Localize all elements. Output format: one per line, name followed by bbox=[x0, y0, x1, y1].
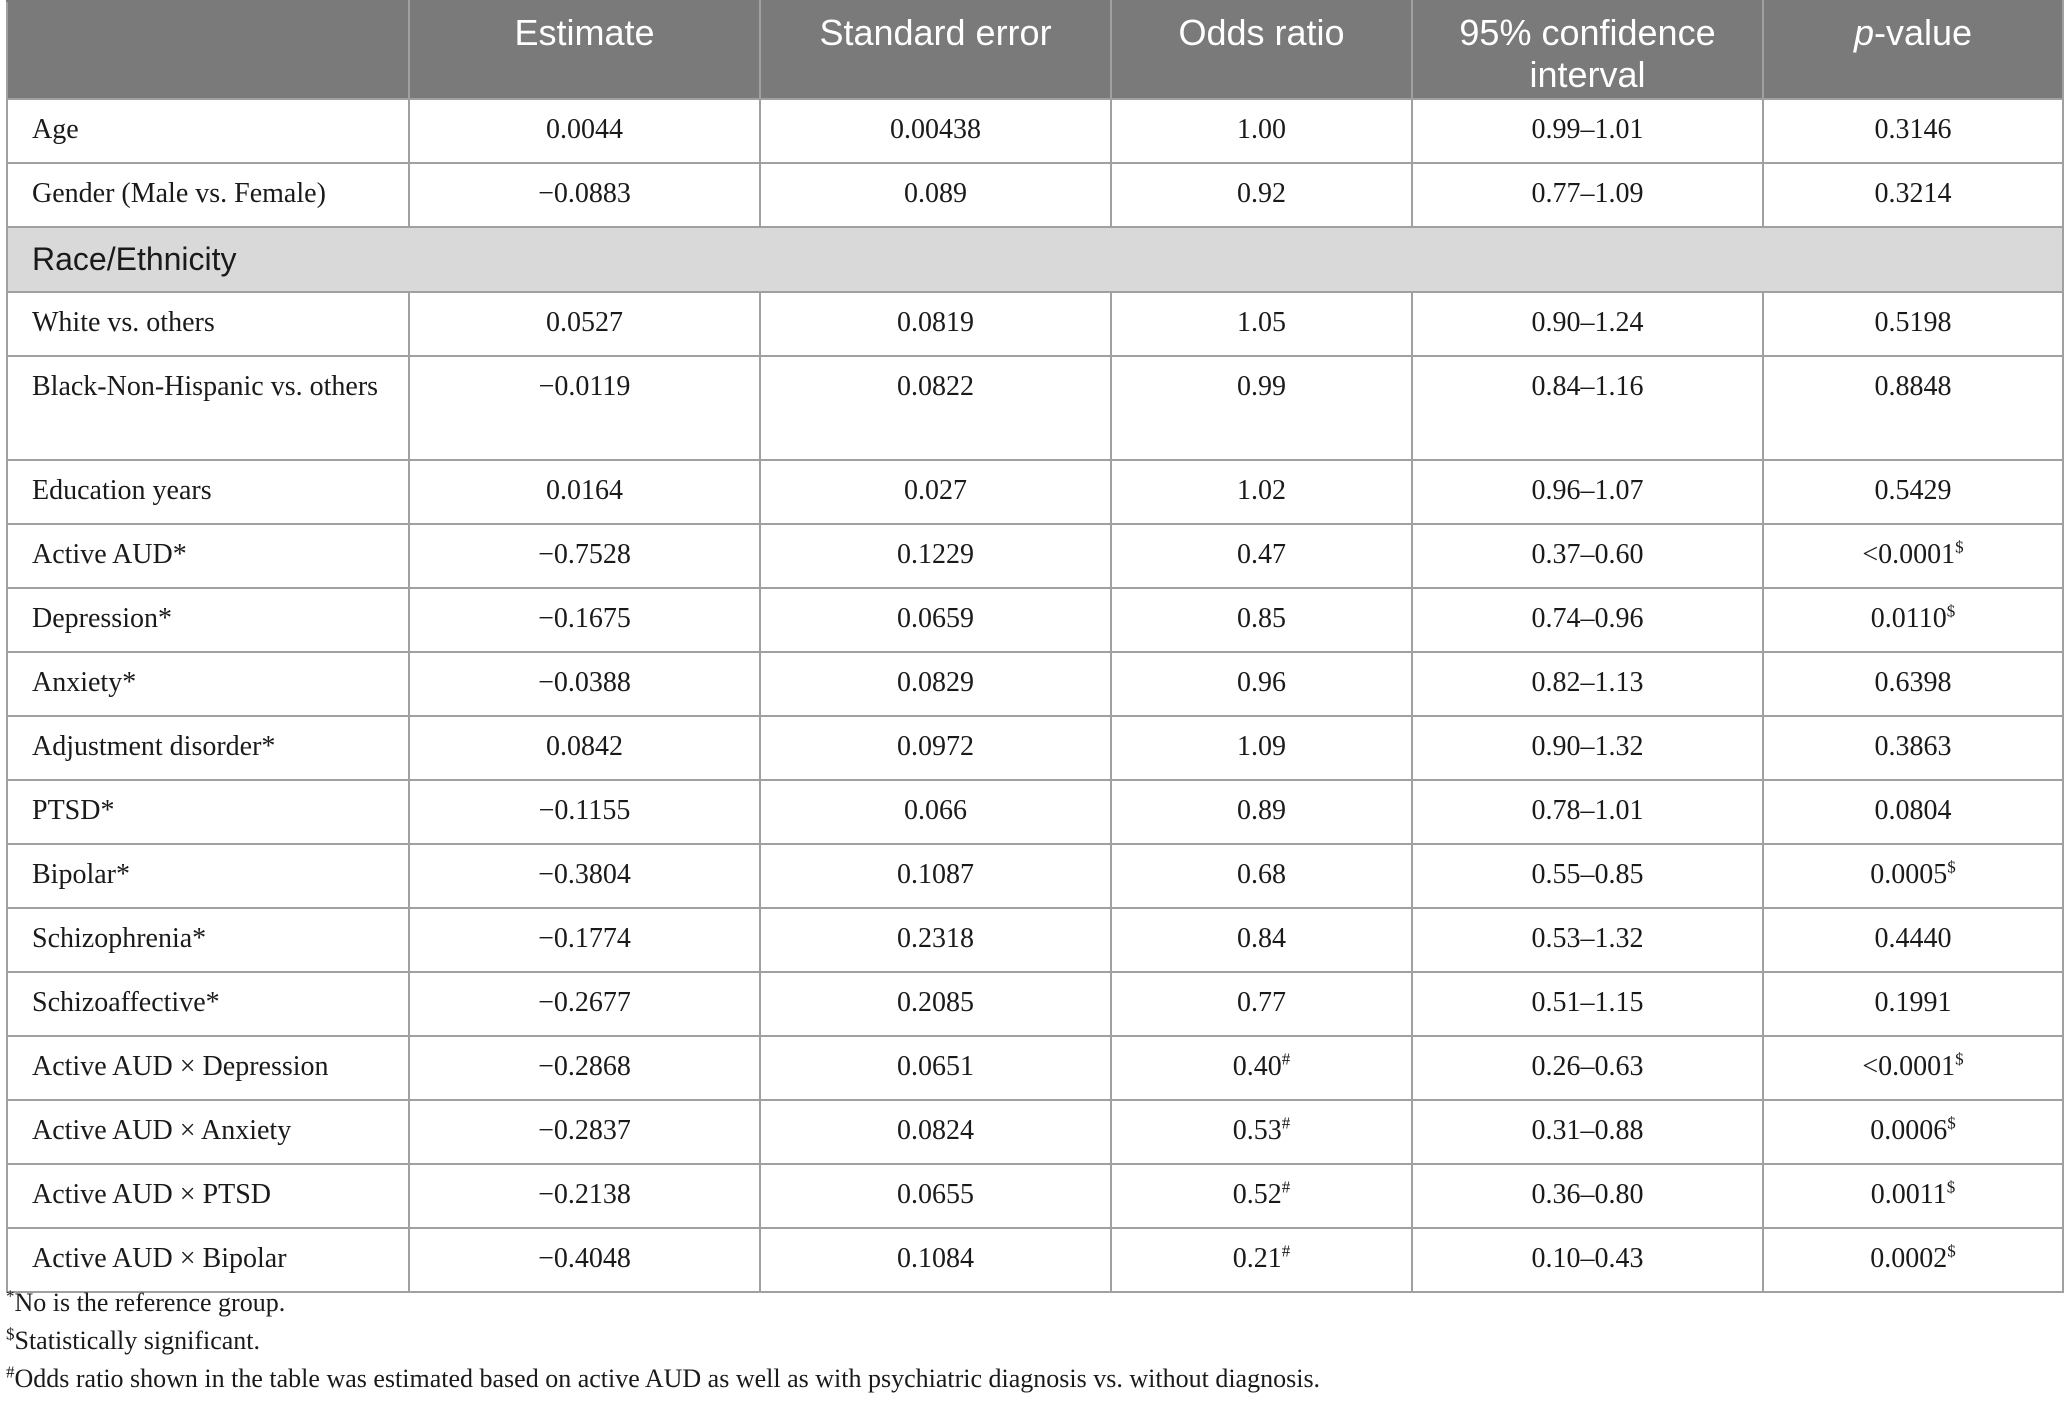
confidence-interval-cell bbox=[1412, 292, 1763, 356]
odds-ratio-cell-value: 0.85 bbox=[1237, 603, 1286, 634]
row-label bbox=[7, 780, 409, 844]
row-label bbox=[7, 292, 409, 356]
standard-error-cell-value: 0.0651 bbox=[897, 1051, 974, 1082]
p-value-cell bbox=[1763, 1228, 2063, 1292]
p-value-cell-value: 0.5429 bbox=[1874, 475, 1952, 506]
standard-error-cell-value: 0.0824 bbox=[897, 1115, 974, 1146]
table-row bbox=[7, 908, 2063, 972]
p-value-cell bbox=[1763, 356, 2063, 460]
odds-ratio-cell bbox=[1111, 163, 1412, 227]
standard-error-cell bbox=[760, 972, 1111, 1036]
row-label-value: Active AUD × PTSD bbox=[32, 1179, 272, 1210]
odds-ratio-cell bbox=[1111, 356, 1412, 460]
confidence-interval-cell-value: 0.55–0.85 bbox=[1531, 859, 1644, 890]
estimate-cell-value: −0.2138 bbox=[538, 1179, 631, 1210]
odds-ratio-cell-value: 1.09 bbox=[1237, 731, 1286, 762]
odds-ratio-cell bbox=[1111, 844, 1412, 908]
p-value-footnote-mark: $ bbox=[1947, 1113, 1956, 1133]
row-label bbox=[7, 163, 409, 227]
confidence-interval-cell-value: 0.77–1.09 bbox=[1531, 178, 1644, 209]
confidence-interval-cell bbox=[1412, 1100, 1763, 1164]
estimate-cell-value: 0.0527 bbox=[546, 307, 623, 338]
p-value-cell-value: 0.0006 bbox=[1870, 1115, 1948, 1146]
standard-error-cell bbox=[760, 780, 1111, 844]
row-label-value: Active AUD × Anxiety bbox=[32, 1115, 292, 1146]
estimate-cell-value: −0.2868 bbox=[538, 1051, 631, 1082]
odds-ratio-cell-value: 0.53 bbox=[1232, 1115, 1282, 1146]
odds-ratio-cell-value: 0.52 bbox=[1232, 1179, 1282, 1210]
estimate-cell-value: −0.1155 bbox=[538, 795, 631, 826]
estimate-cell bbox=[409, 844, 760, 908]
standard-error-cell-value: 0.0819 bbox=[897, 307, 974, 338]
odds-ratio-cell bbox=[1111, 780, 1412, 844]
row-label bbox=[7, 972, 409, 1036]
p-value-cell bbox=[1763, 460, 2063, 524]
table-row bbox=[7, 1100, 2063, 1164]
row-label-value: Active AUD × Bipolar bbox=[32, 1243, 287, 1274]
estimate-cell bbox=[409, 1036, 760, 1100]
standard-error-cell-value: 0.0655 bbox=[897, 1179, 974, 1210]
odds-ratio-cell-value: 0.77 bbox=[1237, 987, 1286, 1018]
row-label-value: Adjustment disorder* bbox=[32, 731, 276, 762]
confidence-interval-cell bbox=[1412, 1036, 1763, 1100]
standard-error-cell-value: 0.2318 bbox=[897, 923, 974, 954]
table-row bbox=[7, 460, 2063, 524]
row-label bbox=[7, 652, 409, 716]
p-value-footnote-mark: $ bbox=[1947, 857, 1956, 877]
standard-error-cell bbox=[760, 1100, 1111, 1164]
table-row bbox=[7, 163, 2063, 227]
confidence-interval-cell-value: 0.53–1.32 bbox=[1531, 923, 1644, 954]
estimate-cell bbox=[409, 99, 760, 163]
p-value-footnote-mark: $ bbox=[1946, 601, 1956, 621]
regression-table-container bbox=[6, 0, 2062, 1293]
row-label-value: Gender (Male vs. Female) bbox=[32, 178, 326, 209]
footnote-significant bbox=[6, 1322, 2056, 1360]
row-label-value: Active AUD* bbox=[32, 539, 187, 570]
odds-ratio-cell-value: 1.02 bbox=[1237, 475, 1286, 506]
confidence-interval-cell bbox=[1412, 780, 1763, 844]
confidence-interval-cell-value: 0.90–1.24 bbox=[1531, 307, 1644, 338]
p-value-cell bbox=[1763, 1036, 2063, 1100]
estimate-cell-value: −0.4048 bbox=[538, 1243, 631, 1274]
p-value-cell-value: 0.0002 bbox=[1870, 1243, 1948, 1274]
odds-ratio-cell-value: 0.96 bbox=[1237, 667, 1286, 698]
table-row bbox=[7, 292, 2063, 356]
estimate-cell-value: 0.0044 bbox=[546, 114, 623, 145]
standard-error-cell bbox=[760, 356, 1111, 460]
odds-ratio-cell bbox=[1111, 99, 1412, 163]
p-value-cell-value: 0.1991 bbox=[1874, 987, 1952, 1018]
table-row bbox=[7, 99, 2063, 163]
p-value-cell-value: 0.8848 bbox=[1874, 371, 1952, 402]
row-label bbox=[7, 1228, 409, 1292]
confidence-interval-cell bbox=[1412, 908, 1763, 972]
p-value-cell bbox=[1763, 972, 2063, 1036]
estimate-cell-value: −0.2677 bbox=[538, 987, 631, 1018]
estimate-cell bbox=[409, 652, 760, 716]
odds-ratio-cell-value: 0.92 bbox=[1237, 178, 1286, 209]
row-label-value: Schizoaffective* bbox=[32, 987, 220, 1018]
standard-error-cell bbox=[760, 460, 1111, 524]
footnote-text: Odds ratio shown in the table was estimated based on active AUD as well as with psychiatric diagnosis vs. without diagnosis. bbox=[14, 1364, 1321, 1393]
standard-error-cell-value: 0.1084 bbox=[897, 1243, 974, 1274]
p-value-footnote-mark: $ bbox=[1955, 1049, 1964, 1069]
odds-ratio-cell-value: 0.40 bbox=[1232, 1051, 1282, 1082]
row-label-value: Anxiety* bbox=[32, 667, 137, 698]
standard-error-cell-value: 0.2085 bbox=[897, 987, 974, 1018]
odds-ratio-cell bbox=[1111, 652, 1412, 716]
confidence-interval-cell-value: 0.90–1.32 bbox=[1531, 731, 1644, 762]
row-label bbox=[7, 588, 409, 652]
header-estimate: Estimate bbox=[409, 1, 760, 99]
row-label bbox=[7, 1036, 409, 1100]
row-label bbox=[7, 460, 409, 524]
p-value-cell bbox=[1763, 524, 2063, 588]
standard-error-cell-value: 0.0829 bbox=[897, 667, 974, 698]
estimate-cell-value: −0.2837 bbox=[538, 1115, 631, 1146]
p-value-cell bbox=[1763, 1164, 2063, 1228]
standard-error-cell bbox=[760, 716, 1111, 780]
confidence-interval-cell bbox=[1412, 844, 1763, 908]
standard-error-cell bbox=[760, 588, 1111, 652]
estimate-cell-value: −0.7528 bbox=[538, 539, 631, 570]
odds-ratio-cell-value: 0.84 bbox=[1237, 923, 1286, 954]
odds-ratio-cell bbox=[1111, 588, 1412, 652]
table-footnotes bbox=[6, 1284, 2056, 1398]
standard-error-cell-value: 0.00438 bbox=[890, 114, 981, 145]
p-value-footnote-mark: $ bbox=[1947, 1241, 1956, 1261]
table-row bbox=[7, 1036, 2063, 1100]
header-standard-error: Standard error bbox=[760, 1, 1111, 99]
odds-ratio-cell-value: 1.05 bbox=[1237, 307, 1286, 338]
table-body bbox=[7, 99, 2063, 1292]
odds-ratio-footnote-mark: # bbox=[1281, 1049, 1291, 1069]
header-confidence-interval: 95% confidence interval bbox=[1412, 1, 1763, 99]
section-row bbox=[7, 227, 2063, 292]
p-value-cell bbox=[1763, 844, 2063, 908]
footnote-text: No is the reference group. bbox=[14, 1288, 286, 1317]
confidence-interval-cell-value: 0.26–0.63 bbox=[1531, 1051, 1644, 1082]
row-label bbox=[7, 908, 409, 972]
row-label-value: PTSD* bbox=[32, 795, 115, 826]
footnote-mark-hash: # bbox=[6, 1362, 15, 1382]
estimate-cell-value: 0.0164 bbox=[546, 475, 623, 506]
confidence-interval-cell bbox=[1412, 652, 1763, 716]
standard-error-cell bbox=[760, 163, 1111, 227]
footnote-odds-ratio bbox=[6, 1360, 2056, 1398]
table-row bbox=[7, 844, 2063, 908]
standard-error-cell-value: 0.1229 bbox=[897, 539, 974, 570]
confidence-interval-cell bbox=[1412, 1164, 1763, 1228]
confidence-interval-cell bbox=[1412, 524, 1763, 588]
table-row bbox=[7, 588, 2063, 652]
estimate-cell-value: −0.1675 bbox=[538, 603, 631, 634]
footnote-text: Statistically significant. bbox=[14, 1326, 261, 1355]
odds-ratio-cell-value: 1.00 bbox=[1237, 114, 1286, 145]
confidence-interval-cell bbox=[1412, 1228, 1763, 1292]
odds-ratio-cell bbox=[1111, 972, 1412, 1036]
p-value-cell bbox=[1763, 780, 2063, 844]
odds-ratio-cell bbox=[1111, 460, 1412, 524]
p-value-cell bbox=[1763, 163, 2063, 227]
row-label-value: Depression* bbox=[32, 603, 172, 634]
estimate-cell-value: 0.0842 bbox=[546, 731, 623, 762]
standard-error-cell-value: 0.066 bbox=[904, 795, 967, 826]
confidence-interval-cell bbox=[1412, 588, 1763, 652]
header-p-rest: -value bbox=[1873, 12, 1973, 53]
confidence-interval-cell-value: 0.99–1.01 bbox=[1531, 114, 1644, 145]
odds-ratio-footnote-mark: # bbox=[1281, 1177, 1291, 1197]
standard-error-cell bbox=[760, 908, 1111, 972]
standard-error-cell-value: 0.089 bbox=[904, 178, 967, 209]
row-label bbox=[7, 716, 409, 780]
p-value-cell bbox=[1763, 99, 2063, 163]
estimate-cell bbox=[409, 1228, 760, 1292]
estimate-cell bbox=[409, 524, 760, 588]
odds-ratio-cell bbox=[1111, 716, 1412, 780]
odds-ratio-cell bbox=[1111, 524, 1412, 588]
estimate-cell bbox=[409, 1100, 760, 1164]
p-value-cell-value: 0.3214 bbox=[1874, 178, 1952, 209]
table-row bbox=[7, 652, 2063, 716]
estimate-cell bbox=[409, 908, 760, 972]
standard-error-cell-value: 0.0972 bbox=[897, 731, 974, 762]
confidence-interval-cell-value: 0.31–0.88 bbox=[1531, 1115, 1644, 1146]
confidence-interval-cell bbox=[1412, 356, 1763, 460]
confidence-interval-cell-value: 0.74–0.96 bbox=[1531, 603, 1644, 634]
p-value-footnote-mark: $ bbox=[1946, 1177, 1956, 1197]
row-label bbox=[7, 99, 409, 163]
section-label: Race/Ethnicity bbox=[7, 227, 2063, 292]
p-value-cell-value: <0.0001 bbox=[1862, 539, 1956, 570]
estimate-cell bbox=[409, 972, 760, 1036]
p-value-cell-value: 0.0011 bbox=[1870, 1179, 1947, 1210]
confidence-interval-cell-value: 0.78–1.01 bbox=[1531, 795, 1644, 826]
p-value-footnote-mark: $ bbox=[1955, 537, 1964, 557]
estimate-cell bbox=[409, 292, 760, 356]
p-value-cell bbox=[1763, 588, 2063, 652]
p-value-cell bbox=[1763, 292, 2063, 356]
header-row-label bbox=[7, 1, 409, 99]
header-odds-ratio: Odds ratio bbox=[1111, 1, 1412, 99]
estimate-cell-value: −0.0119 bbox=[538, 371, 631, 402]
standard-error-cell-value: 0.1087 bbox=[897, 859, 974, 890]
row-label-value: Schizophrenia* bbox=[32, 923, 207, 954]
confidence-interval-cell-value: 0.51–1.15 bbox=[1531, 987, 1644, 1018]
estimate-cell-value: −0.0883 bbox=[538, 178, 631, 209]
row-label bbox=[7, 524, 409, 588]
footnote-mark-asterisk: * bbox=[6, 1286, 15, 1306]
odds-ratio-cell-value: 0.99 bbox=[1237, 371, 1286, 402]
estimate-cell bbox=[409, 780, 760, 844]
row-label bbox=[7, 1100, 409, 1164]
standard-error-cell-value: 0.0822 bbox=[897, 371, 974, 402]
confidence-interval-cell bbox=[1412, 163, 1763, 227]
standard-error-cell bbox=[760, 524, 1111, 588]
confidence-interval-cell-value: 0.96–1.07 bbox=[1531, 475, 1644, 506]
confidence-interval-cell-value: 0.84–1.16 bbox=[1531, 371, 1644, 402]
row-label bbox=[7, 1164, 409, 1228]
row-label-value: Education years bbox=[32, 475, 212, 506]
table-row bbox=[7, 524, 2063, 588]
confidence-interval-cell-value: 0.36–0.80 bbox=[1531, 1179, 1644, 1210]
standard-error-cell bbox=[760, 844, 1111, 908]
row-label-value: Active AUD × Depression bbox=[32, 1051, 329, 1082]
confidence-interval-cell bbox=[1412, 99, 1763, 163]
header-p-value bbox=[1763, 1, 2063, 99]
footnote-reference-group bbox=[6, 1284, 2056, 1322]
odds-ratio-cell bbox=[1111, 1164, 1412, 1228]
odds-ratio-cell-value: 0.47 bbox=[1237, 539, 1286, 570]
odds-ratio-cell bbox=[1111, 908, 1412, 972]
header-row bbox=[7, 1, 2063, 99]
header-p-italic: p bbox=[1853, 12, 1874, 53]
odds-ratio-footnote-mark: # bbox=[1281, 1241, 1291, 1261]
odds-ratio-cell-value: 0.68 bbox=[1237, 859, 1286, 890]
confidence-interval-cell bbox=[1412, 972, 1763, 1036]
p-value-cell bbox=[1763, 652, 2063, 716]
table-row bbox=[7, 1228, 2063, 1292]
confidence-interval-cell-value: 0.10–0.43 bbox=[1531, 1243, 1644, 1274]
odds-ratio-cell bbox=[1111, 1228, 1412, 1292]
standard-error-cell bbox=[760, 1164, 1111, 1228]
p-value-cell-value: 0.3863 bbox=[1874, 731, 1952, 762]
p-value-cell bbox=[1763, 908, 2063, 972]
table-row bbox=[7, 716, 2063, 780]
odds-ratio-cell bbox=[1111, 292, 1412, 356]
odds-ratio-cell-value: 0.89 bbox=[1237, 795, 1286, 826]
p-value-cell bbox=[1763, 716, 2063, 780]
standard-error-cell bbox=[760, 292, 1111, 356]
footnote-mark-dollar: $ bbox=[6, 1324, 15, 1344]
confidence-interval-cell-value: 0.37–0.60 bbox=[1531, 539, 1644, 570]
confidence-interval-cell-value: 0.82–1.13 bbox=[1531, 667, 1644, 698]
standard-error-cell-value: 0.0659 bbox=[897, 603, 974, 634]
estimate-cell-value: −0.1774 bbox=[538, 923, 631, 954]
estimate-cell-value: −0.3804 bbox=[538, 859, 631, 890]
odds-ratio-cell bbox=[1111, 1100, 1412, 1164]
row-label-value: Age bbox=[32, 114, 79, 145]
estimate-cell bbox=[409, 1164, 760, 1228]
standard-error-cell bbox=[760, 1228, 1111, 1292]
p-value-cell-value: 0.3146 bbox=[1874, 114, 1952, 145]
confidence-interval-cell bbox=[1412, 460, 1763, 524]
odds-ratio-cell-value: 0.21 bbox=[1232, 1243, 1282, 1274]
p-value-cell-value: 0.0110 bbox=[1870, 603, 1947, 634]
table-row bbox=[7, 1164, 2063, 1228]
estimate-cell-value: −0.0388 bbox=[538, 667, 631, 698]
table-row bbox=[7, 972, 2063, 1036]
table-row bbox=[7, 356, 2063, 460]
odds-ratio-footnote-mark: # bbox=[1281, 1113, 1291, 1133]
estimate-cell bbox=[409, 460, 760, 524]
row-label-value: White vs. others bbox=[32, 307, 215, 338]
standard-error-cell bbox=[760, 652, 1111, 716]
confidence-interval-cell bbox=[1412, 716, 1763, 780]
p-value-cell-value: 0.4440 bbox=[1874, 923, 1952, 954]
standard-error-cell-value: 0.027 bbox=[904, 475, 967, 506]
p-value-cell-value: <0.0001 bbox=[1862, 1051, 1956, 1082]
estimate-cell bbox=[409, 588, 760, 652]
odds-ratio-cell bbox=[1111, 1036, 1412, 1100]
standard-error-cell bbox=[760, 99, 1111, 163]
estimate-cell bbox=[409, 163, 760, 227]
p-value-cell-value: 0.0804 bbox=[1874, 795, 1952, 826]
regression-table bbox=[6, 0, 2064, 1293]
estimate-cell bbox=[409, 356, 760, 460]
p-value-cell bbox=[1763, 1100, 2063, 1164]
p-value-cell-value: 0.0005 bbox=[1870, 859, 1948, 890]
estimate-cell bbox=[409, 716, 760, 780]
standard-error-cell bbox=[760, 1036, 1111, 1100]
p-value-cell-value: 0.5198 bbox=[1874, 307, 1952, 338]
row-label-value: Black-Non-Hispanic vs. others bbox=[32, 371, 379, 402]
row-label bbox=[7, 356, 409, 460]
row-label-value: Bipolar* bbox=[32, 859, 130, 890]
p-value-cell-value: 0.6398 bbox=[1874, 667, 1952, 698]
table-row bbox=[7, 780, 2063, 844]
row-label bbox=[7, 844, 409, 908]
